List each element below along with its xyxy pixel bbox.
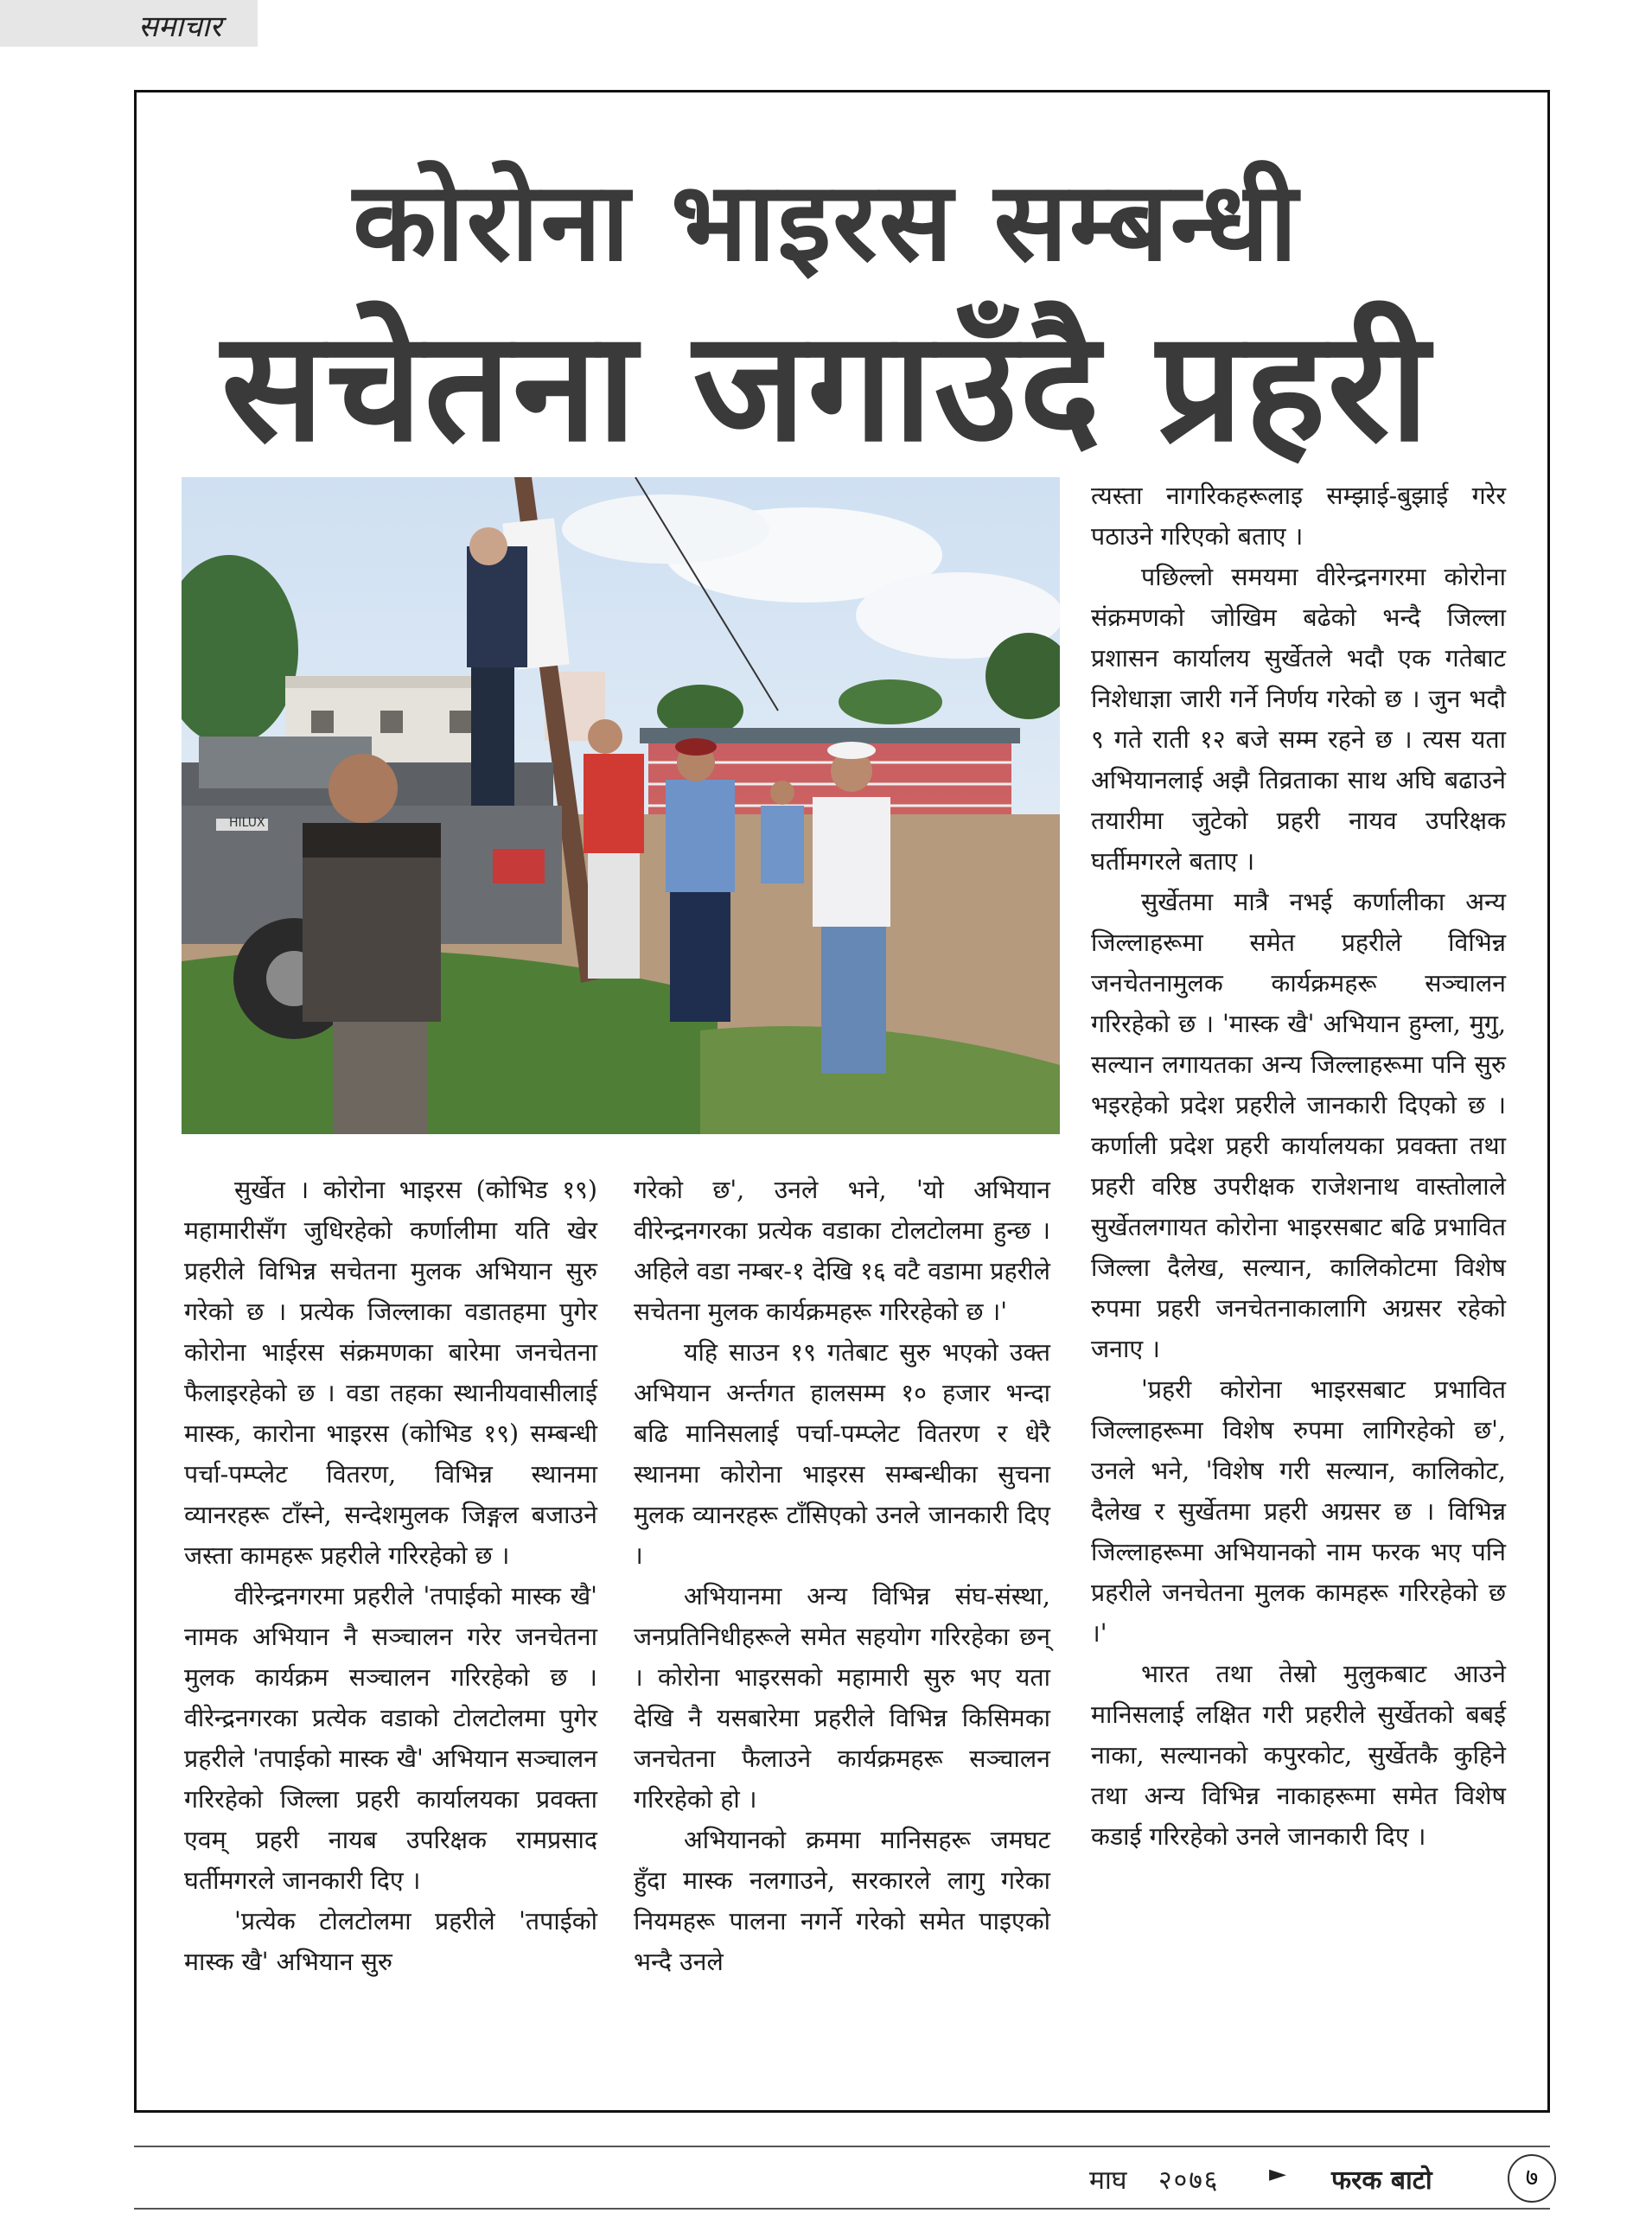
section-tag — [0, 0, 258, 47]
headline-line-1: कोरोना भाइरस सम्बन्धी — [353, 158, 1299, 285]
truck-badge-text: HILUX — [229, 816, 265, 830]
page-number: ७ — [1508, 2154, 1556, 2203]
footer-rule-bottom — [134, 2208, 1550, 2210]
article-column-3 — [1091, 475, 1506, 1857]
article-photo — [182, 477, 1060, 1134]
footer-arrow-icon: ► — [1269, 2161, 1286, 2187]
col3-paragraph: पछिल्लो समयमा वीरेन्द्रनगरमा कोरोना संक्रमणको जोखिम बढेको भन्दै जिल्ला प्रशासन कार्यालय सुर्खेतले भदौ एक गतेबाट निशेधाज्ञा जारी गर्ने निर्णय गरेको छ । जुन भदौ ९ गते राती १२ बजे सम्म रहने छ । त्यस यता अभियानलाई अझै तिव्रताका साथ अघि बढाउने तयारीमा जुटेको प्रहरी नायव उपरिक्षक घर्तीमगरले बताए । — [1091, 563, 1506, 876]
article-column-1 — [184, 1170, 597, 1982]
article-column-2 — [634, 1170, 1050, 1982]
col3-paragraph: त्यस्ता नागरिकहरूलाइ सम्झाई-बुझाई गरेर पठाउने गरिएको बताए । — [1091, 482, 1506, 551]
col2-paragraph: यहि साउन १९ गतेबाट सुरु भएको उक्त अभियान अर्न्तगत हालसम्म १० हजार भन्दा बढि मानिसलाई पर्चा-पम्प्लेट वितरण र धेरै स्थानमा कोरोना भाइरस सम्बन्धीका सुचना मुलक व्यानरहरू टाँसिएको उनले जानकारी दिए । — [634, 1338, 1050, 1570]
footer-month: माघ — [1089, 2165, 1127, 2196]
col3-paragraph: सुर्खेतमा मात्रै नभई कर्णालीका अन्य जिल्लाहरूमा समेत प्रहरीले विभिन्न जनचेतनामुलक कार्यक्रमहरू सञ्चालन गरिरहेको छ । 'मास्क खै' अभियान हुम्ला, मुगु, सल्यान लगायतका अन्य जिल्लाहरूमा पनि सुरु भइरहेको प्रदेश प्रहरीले जानकारी दिएको छ । कर्णाली प्रदेश प्रहरी कार्यालयका प्रवक्ता तथा प्रहरी वरिष्ठ उपरीक्षक राजेशनाथ वास्तोलाले सुर्खेतलगायत कोरोना भाइरसबाट बढि प्रभावित जिल्ला दैलेख, सल्यान, कालिकोटमा विशेष रुपमा प्रहरी जनचेतनाकालागि अग्रसर रहेको जनाए । — [1091, 888, 1506, 1363]
footer-rule-top — [134, 2146, 1550, 2147]
section-label: समाचार — [138, 10, 222, 44]
col1-paragraph: 'प्रत्येक टोलटोलमा प्रहरीले 'तपाईको मास्क खै' अभियान सुरु — [184, 1907, 597, 1976]
col2-paragraph: अभियानको क्रममा मानिसहरू जमघट हुँदा मास्क नलगाउने, सरकारले लागु गरेका नियमहरू पालना नगर्ने गरेको समेत पाइएको भन्दै उनले — [634, 1826, 1050, 1976]
footer-year: २०७६ — [1158, 2165, 1220, 2196]
col3-paragraph: 'प्रहरी कोरोना भाइरसबाट प्रभावित जिल्लाहरूमा विशेष रुपमा लागिरहेको छ', उनले भने, 'विशेष गरी सल्यान, कालिकोट, दैलेख र सुर्खेतमा प्रहरी अग्रसर छ । विभिन्न जिल्लाहरूमा अभियानको नाम फरक भए पनि प्रहरीले जनचेतना मुलक कामहरू गरिरहेको छ ।' — [1091, 1375, 1506, 1648]
col3-paragraph: भारत तथा तेस्रो मुलुकबाट आउने मानिसलाई लक्षित गरी प्रहरीले सुर्खेतको बबई नाका, सल्यानको कपुरकोट, सुर्खेतकै कुहिने तथा अन्य विभिन्न नाकाहरूमा समेत विशेष कडाई गरिरहेको उनले जानकारी दिए । — [1091, 1660, 1506, 1851]
col2-paragraph: गरेको छ', उनले भने, 'यो अभियान वीरेन्द्रनगरका प्रत्येक वडाका टोलटोलमा हुन्छ । अहिले वडा नम्बर-१ देखि १६ वटै वडामा प्रहरीले सचेतना मुलक कार्यक्रमहरू गरिरहेको छ ।' — [634, 1176, 1050, 1326]
col2-paragraph: अभियानमा अन्य विभिन्न संघ-संस्था, जनप्रतिनिधीहरूले समेत सहयोग गरिरहेका छन् । कोरोना भाइरसको महामारी सुरु भए यता देखि नै यसबारेमा प्रहरीले विभिन्न किसिमका जनचेतना फैलाउने कार्यक्रमहरू सञ्चालन गरिरहेको हो । — [634, 1582, 1050, 1814]
col1-paragraph: सुर्खेत । कोरोना भाइरस (कोभिड १९) महामारीसँग जुधिरहेको कर्णालीमा यति खेर प्रहरीले विभिन्न सचेतना मुलक अभियान सुरु गरेको छ । प्रत्येक जिल्लाका वडातहमा पुगेर कोरोना भाईरस संक्रमणका बारेमा जनचेतना फैलाइरहेको छ । वडा तहका स्थानीयवासीलाई मास्क, कारोना भाइरस (कोभिड १९) सम्बन्धी पर्चा-पम्प्लेट वितरण, विभिन्न स्थानमा व्यानरहरू टाँस्ने, सन्देशमुलक जिङ्गल बजाउने जस्ता कामहरू प्रहरीले गरिरहेको छ । — [184, 1176, 597, 1570]
headline-line-2: सचेतना जगाउँदै प्रहरी — [220, 298, 1432, 475]
footer-magazine-name: फरक बाटो — [1331, 2165, 1432, 2196]
col1-paragraph: वीरेन्द्रनगरमा प्रहरीले 'तपाईको मास्क खै' नामक अभियान नै सञ्चालन गरेर जनचेतना मुलक कार्यक्रम सञ्चालन गरिरहेको छ । वीरेन्द्रनगरका प्रत्येक वडाको टोलटोलमा पुगेर प्रहरीले 'तपाईको मास्क खै' अभियान सञ्चालन गरिरहेको जिल्ला प्रहरी कार्यालयका प्रवक्ता एवम् प्रहरी नायब उपरिक्षक रामप्रसाद घर्तीमगरले जानकारी दिए । — [184, 1582, 597, 1895]
